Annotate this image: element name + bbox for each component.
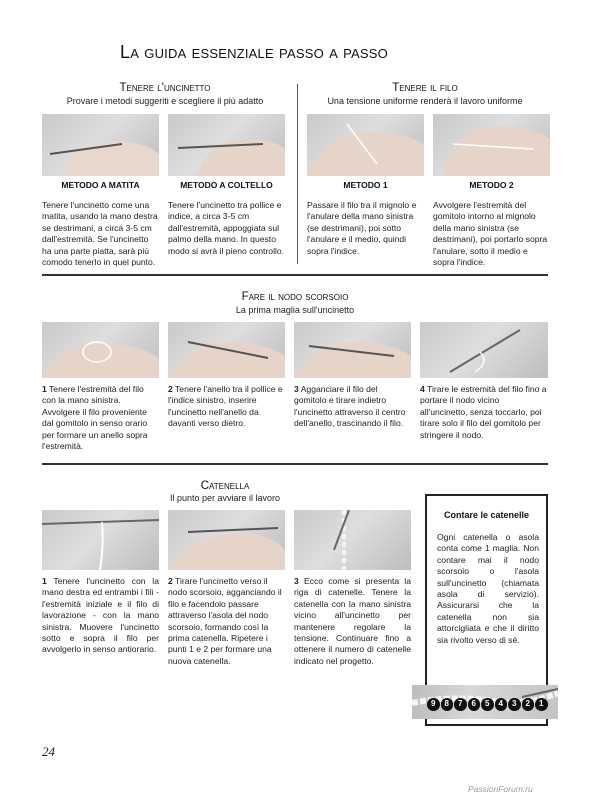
step-number: 4 <box>420 384 425 394</box>
step-text: Tirare le estremità del filo fino a portare il nodo vicino all'uncinetto, senza toccarlo, poi tirare solo il filo del gomitolo per stringere il nodo. <box>420 384 547 440</box>
photo-chain-2 <box>168 510 285 570</box>
step-number: 2 <box>168 384 173 394</box>
count-number: 2 <box>522 698 535 711</box>
photo-knife-method <box>168 114 285 176</box>
count-number: 7 <box>454 698 467 711</box>
method-text-yarn-2: Avvolgere l'estremità del gomitolo intorno al mignolo della mano sinistra (se destrimani), poi portarlo sopra l'anulare, sotto il medio e sopra l'indice. <box>433 200 548 268</box>
step-text: Tenere l'anello tra il pollice e l'indice sinistro, inserire l'uncinetto nell'anello da davanti verso dietro. <box>168 384 283 429</box>
step-text: Tirare l'uncinetto verso il nodo scorsoio, agganciando il filo e facendolo passare attraverso l'asola del nodo scorsoio, formando così la prima catenella. Ripetere i punti 1 e 2 per formare una nuova catenella. <box>168 576 282 666</box>
photo-slip-knot-3 <box>294 322 411 378</box>
slip-knot-step-1 <box>42 384 159 452</box>
step-number: 1 <box>42 384 47 394</box>
photo-pencil-method <box>42 114 159 176</box>
section-title-hold-hook: Tenere l'uncinetto <box>119 82 211 94</box>
section-divider-2 <box>42 463 548 465</box>
photo-yarn-method-2 <box>433 114 550 176</box>
method-label-pencil: METODO A MATITA <box>61 180 140 190</box>
step-number: 3 <box>294 576 299 586</box>
chain-count-numbers <box>427 698 548 711</box>
section-subtitle-chain: Il punto per avviare il lavoro <box>169 493 281 503</box>
count-box-text: Ogni catenella o asola conta come 1 maglia. Non contare mai il nodo scorsoio o l'asola sull'uncinetto (chiamata asola di servizio). Assicurarsi che la catenella non sia attorcigliata e che il diritto sia rivolto verso di sé. <box>437 532 539 645</box>
count-number: 4 <box>495 698 508 711</box>
slip-knot-step-4 <box>420 384 548 441</box>
step-text: Ecco come si presenta la riga di catenelle. Tenere la catenella con la mano sinistra vicino all'uncinetto per mantenere regolare la tensione. Continuare fino a ottenere il numero di catenelle indicato nel progetto. <box>294 576 411 666</box>
photo-chain-1 <box>42 510 159 570</box>
count-number: 6 <box>468 698 481 711</box>
step-text: Tenere l'uncinetto con la mano destra ed entrambi i fili - l'estremità iniziale e il filo di lavorazione - con la mano sinistra. Muovere l'uncinetto sotto e sopra il filo per avvolgerlo in senso antiorario. <box>42 576 159 655</box>
section-divider-1 <box>42 274 548 276</box>
count-number: 9 <box>427 698 440 711</box>
chain-step-1 <box>42 576 159 656</box>
page-title: La guida essenziale passo a passo <box>120 42 388 62</box>
page-number: 24 <box>42 744 55 759</box>
photo-slip-knot-4 <box>420 322 548 378</box>
count-number: 5 <box>481 698 494 711</box>
photo-chain-3 <box>294 510 411 570</box>
chain-step-2 <box>168 576 285 667</box>
method-label-yarn-1: METODO 1 <box>343 180 388 190</box>
step-number: 3 <box>294 384 299 394</box>
photo-yarn-method-1 <box>307 114 424 176</box>
section-title-chain: Catenella <box>200 480 250 492</box>
step-text: Tenere l'estremità del filo con la mano sinistra. Avvolgere il filo proveniente dal gomitolo in senso orario per formare un anello sopra l'estremità. <box>42 384 148 452</box>
method-text-pencil: Tenere l'uncinetto come una matita, usando la mano destra se destrimani, a circa 3-5 cm dall'estremità. Se l'uncinetto ha una parte piatta, sarà più comodo tenerlo in quel punto. <box>42 200 158 268</box>
section-title-slip-knot: Fare il nodo scorsoio <box>241 291 349 303</box>
count-number: 1 <box>535 698 548 711</box>
step-number: 2 <box>168 576 173 586</box>
method-label-knife: METODO A COLTELLO <box>180 180 273 190</box>
photo-slip-knot-2 <box>168 322 285 378</box>
method-text-knife: Tenere l'uncinetto tra pollice e indice, a circa 3-5 cm dall'estremità, appoggiata sul palmo della mano. In questo modo si avrà il pieno controllo. <box>168 200 285 256</box>
section-subtitle-hold-yarn: Una tensione uniforme renderà il lavoro uniforme <box>327 96 523 106</box>
watermark: PassionForum.ru <box>468 784 533 794</box>
step-number: 1 <box>42 576 47 586</box>
count-number: 8 <box>441 698 454 711</box>
step-text: Agganciare il filo del gomitolo e tirare indietro l'uncinetto attraverso il centro dell'anello, trascinando il filo. <box>294 384 406 429</box>
count-number: 3 <box>508 698 521 711</box>
method-text-yarn-1: Passare il filo tra il mignolo e l'anulare della mano sinistra (se destrimani), poi sotto l'anulare e il medio, quindi sopra l'indice. <box>307 200 417 256</box>
slip-knot-step-3 <box>294 384 411 430</box>
count-box-title: Contare le catenelle <box>443 510 530 520</box>
method-label-yarn-2: METODO 2 <box>469 180 514 190</box>
slip-knot-step-2 <box>168 384 285 430</box>
section-subtitle-hold-hook: Provare i metodi suggeriti e scegliere il più adatto <box>66 96 264 106</box>
section-title-hold-yarn: Tenere il filo <box>392 82 458 94</box>
chain-step-3 <box>294 576 411 667</box>
section-subtitle-slip-knot: La prima maglia sull'uncinetto <box>235 305 355 315</box>
section-divider-vertical <box>297 84 298 264</box>
photo-slip-knot-1 <box>42 322 159 378</box>
